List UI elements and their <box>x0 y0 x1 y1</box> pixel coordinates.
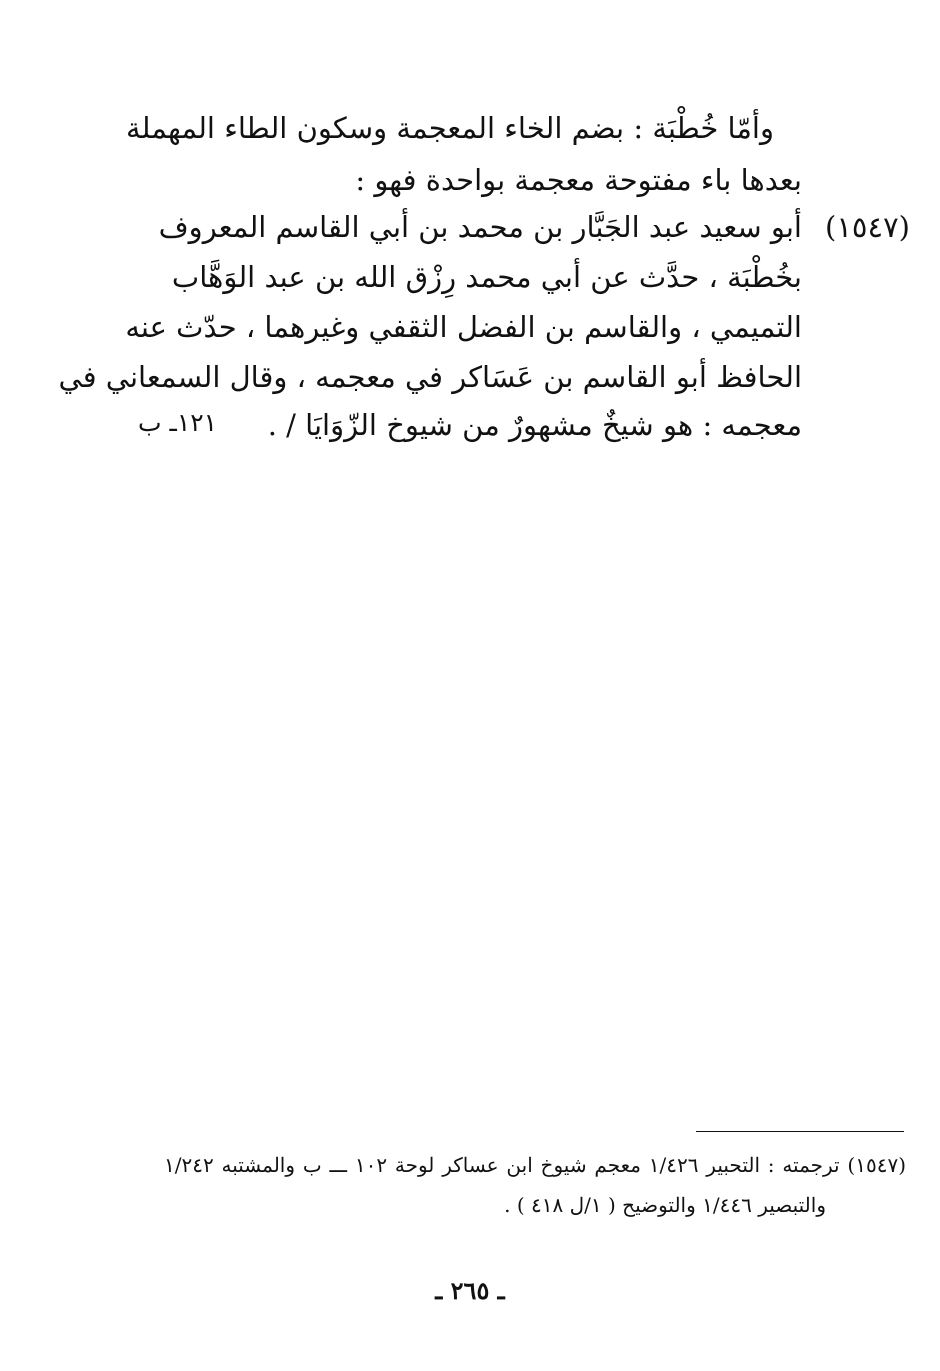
entry-line-4: الحافظ أبو القاسم بن عَسَاكر في معجمه ، وقال السمعاني في <box>58 360 802 394</box>
margin-folio-note: ١٢١ـ ب <box>138 408 218 437</box>
entry-number: (١٥٤٧) <box>825 210 910 244</box>
footnote-line-2: والتبصير ١/٤٤٦ والتوضيح ( ١/ل ٤١٨ ) . <box>504 1193 826 1217</box>
footnote-line-1: (١٥٤٧) ترجمته : التحبير ١/٤٢٦ معجم شيوخ ابن عساكر لوحة ١٠٢ ـــ ب والمشتبه ١/٢٤٢ <box>164 1153 907 1177</box>
entry-line-5: معجمه : هو شيخٌ مشهورٌ من شيوخ الزّوَايَا / . <box>267 408 802 442</box>
intro-line-2: بعدها باء مفتوحة معجمة بواحدة فهو : <box>355 163 802 197</box>
entry-line-3: التميمي ، والقاسم بن الفضل الثقفي وغيرهما ، حدّث عنه <box>125 310 802 344</box>
entry-line-1: أبو سعيد عبد الجَبَّار بن محمد بن أبي القاسم المعروف <box>158 210 802 244</box>
footnote-divider <box>696 1131 904 1132</box>
intro-line-1: وأمّا خُطْبَة : بضم الخاء المعجمة وسكون الطاء المهملة <box>126 111 774 145</box>
page-number: ـ ٢٦٥ ـ <box>435 1276 505 1305</box>
entry-line-2: بخُطْبَة ، حدَّث عن أبي محمد رِزْق الله بن عبد الوَهَّاب <box>171 260 802 294</box>
